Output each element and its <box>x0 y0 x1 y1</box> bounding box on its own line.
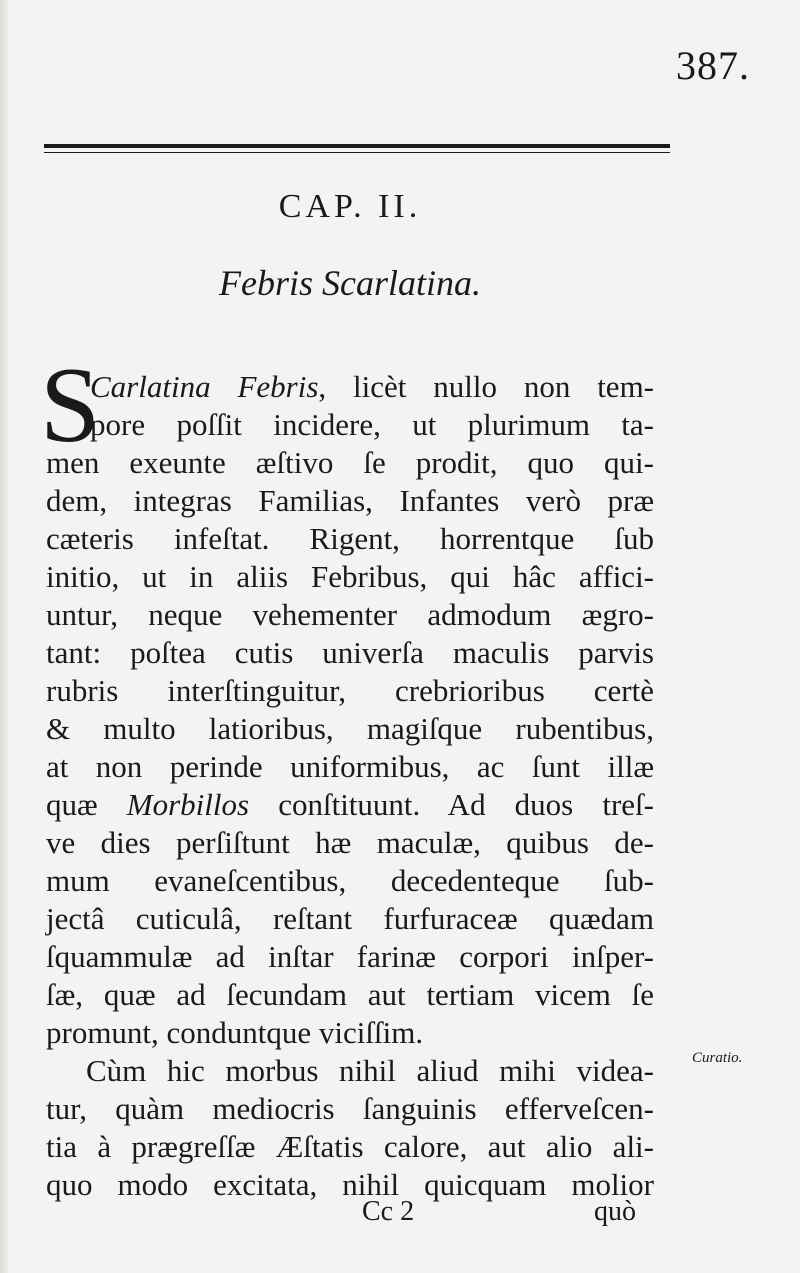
line-text: quæ <box>46 787 127 822</box>
header-rule-thick <box>44 144 670 148</box>
text-line: cæteris infeſtat. Rigent, horrentque ſub <box>46 521 654 556</box>
text-line: men exeunte æſtivo ſe prodit, quo qui- <box>46 445 654 480</box>
text-line: Cùm hic morbus nihil aliud mihi videa- <box>86 1053 654 1088</box>
italic-phrase: Morbillos <box>126 787 250 822</box>
text-line: ſæ, quæ ad ſecundam aut tertiam vicem ſe <box>46 977 654 1012</box>
text-line: tant: poſtea cutis univerſa maculis parvis <box>46 635 654 670</box>
text-line: tur, quàm mediocris ſanguinis efferveſcen- <box>46 1091 654 1126</box>
text-line <box>46 788 654 822</box>
margin-note: Curatio. <box>692 1050 743 1066</box>
text-line: mum evaneſcentibus, decedenteque ſub- <box>46 863 654 898</box>
catchword: quò <box>594 1196 636 1227</box>
text-line: pore poſſit incidere, ut plurimum ta- <box>90 407 654 442</box>
drop-cap: S <box>40 346 101 465</box>
text-line: quo modo excitata, nihil quicquam molior <box>46 1167 654 1202</box>
text-line: at non perinde uniformibus, ac ſunt illæ <box>46 749 654 784</box>
text-line: initio, ut in aliis Febribus, qui hâc affici- <box>46 559 654 594</box>
text-line: promunt, conduntque viciſſim. <box>46 1015 424 1050</box>
text-line: tia à prægreſſæ Æſtatis calore, aut alio ali- <box>46 1129 654 1164</box>
line-text: , licèt nullo non tem- <box>318 369 655 404</box>
text-line: untur, neque vehementer admodum ægro- <box>46 597 654 632</box>
chapter-title: Febris Scarlatina. <box>219 263 481 303</box>
chapter-heading: CAP. II. <box>278 188 422 225</box>
signature-mark: Cc 2 <box>362 1196 415 1227</box>
text-line: ve dies perſiſtunt hæ maculæ, quibus de- <box>46 825 654 860</box>
text-line: rubris interſtinguitur, crebrioribus certè <box>46 673 654 708</box>
italic-phrase: Carlatina Febris <box>90 369 319 404</box>
text-line: dem, integras Familias, Infantes verò præ <box>46 483 654 518</box>
text-line: jectâ cuticulâ, reſtant furfuraceæ quædam <box>46 901 654 936</box>
text-line: & multo latioribus, magiſque rubentibus, <box>46 711 654 746</box>
text-line: ſquammulæ ad inſtar farinæ corpori inſper- <box>46 939 654 974</box>
page-number: 387. <box>676 43 750 88</box>
header-rule-thin <box>44 152 670 153</box>
text-line <box>90 370 654 404</box>
line-text: conſtituunt. Ad duos treſ- <box>249 787 654 822</box>
